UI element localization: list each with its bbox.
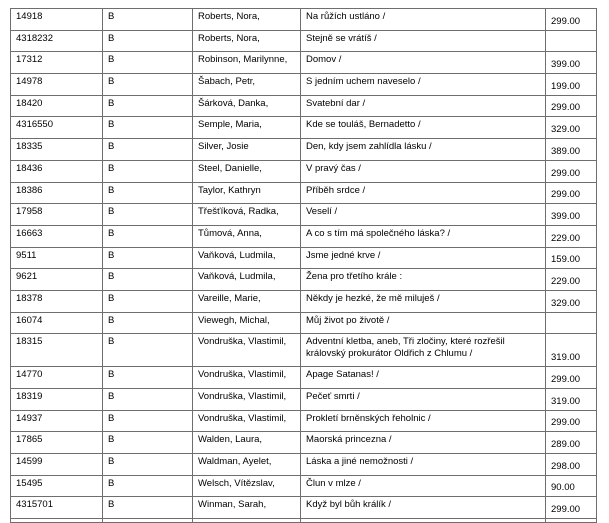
record-id-cell: 18319	[11, 389, 103, 411]
record-id-cell: 18335	[11, 139, 103, 161]
title-cell: Jsme jedné krve /	[301, 247, 546, 269]
author-cell: Třešťíková, Radka,	[193, 204, 301, 226]
table-row	[11, 367, 597, 389]
table-row	[11, 117, 597, 139]
price-cell: 399.00	[546, 204, 597, 226]
price-cell: 299.00	[546, 182, 597, 204]
record-id-cell: 4318232	[11, 30, 103, 52]
record-type-cell: B	[103, 139, 193, 161]
record-type-cell: B	[103, 95, 193, 117]
author-cell: Semple, Maria,	[193, 117, 301, 139]
table-row	[11, 519, 597, 523]
record-type-cell: B	[103, 52, 193, 74]
record-id-cell: 15495	[11, 475, 103, 497]
title-cell: Pečeť smrti /	[301, 389, 546, 411]
table-row	[11, 454, 597, 476]
record-type-cell: B	[103, 432, 193, 454]
record-type-cell: B	[103, 334, 193, 367]
title-cell: Veselí /	[301, 204, 546, 226]
price-cell: 289.00	[546, 432, 597, 454]
title-cell: Domov /	[301, 52, 546, 74]
record-id-cell: 4315701	[11, 497, 103, 519]
record-type-cell: B	[103, 367, 193, 389]
record-type-cell: B	[103, 475, 193, 497]
table-row	[11, 389, 597, 411]
record-type-cell: B	[103, 269, 193, 291]
title-cell: Svatební dar /	[301, 95, 546, 117]
price-cell: 329.00	[546, 117, 597, 139]
title-cell: Člun v mlze /	[301, 475, 546, 497]
record-type-cell: B	[103, 290, 193, 312]
record-type-cell: B	[103, 9, 193, 31]
author-cell: Steel, Danielle,	[193, 160, 301, 182]
table-row	[11, 410, 597, 432]
table-row	[11, 52, 597, 74]
author-cell: Roberts, Nora,	[193, 30, 301, 52]
price-cell: 229.00	[546, 225, 597, 247]
table-row	[11, 204, 597, 226]
title-cell: Můj život po životě /	[301, 312, 546, 334]
price-cell: 319.00	[546, 334, 597, 367]
record-type-cell: B	[103, 312, 193, 334]
table-row	[11, 30, 597, 52]
title-cell: Někdy je hezké, že mě miluješ /	[301, 290, 546, 312]
table-row	[11, 74, 597, 96]
table-row	[11, 182, 597, 204]
record-id-cell: 14770	[11, 367, 103, 389]
author-cell: Robinson, Marilynne,	[193, 52, 301, 74]
record-type-cell: B	[103, 497, 193, 519]
author-cell: Vondruška, Vlastimil,	[193, 367, 301, 389]
table-row	[11, 269, 597, 291]
record-id-cell: 18420	[11, 95, 103, 117]
record-id-cell: 18436	[11, 160, 103, 182]
price-cell: 298.00	[546, 454, 597, 476]
table-row	[11, 9, 597, 31]
record-id-cell: 17865	[11, 432, 103, 454]
author-cell	[193, 519, 301, 523]
table-row	[11, 290, 597, 312]
table-row	[11, 432, 597, 454]
author-cell: Tůmová, Anna,	[193, 225, 301, 247]
author-cell: Vondruška, Vlastimil,	[193, 410, 301, 432]
record-id-cell: 14599	[11, 454, 103, 476]
price-cell: 299.00	[546, 160, 597, 182]
record-id-cell: 18378	[11, 290, 103, 312]
table-row	[11, 160, 597, 182]
price-cell: 399.00	[546, 52, 597, 74]
table-row	[11, 225, 597, 247]
record-type-cell: B	[103, 117, 193, 139]
record-type-cell: B	[103, 454, 193, 476]
title-cell: Stejně se vrátíš /	[301, 30, 546, 52]
price-cell	[546, 312, 597, 334]
author-cell: Waldman, Ayelet,	[193, 454, 301, 476]
record-id-cell: 4316550	[11, 117, 103, 139]
author-cell: Šárková, Danka,	[193, 95, 301, 117]
author-cell: Vondruška, Vlastimil,	[193, 389, 301, 411]
author-cell: Taylor, Kathryn	[193, 182, 301, 204]
record-type-cell: B	[103, 182, 193, 204]
record-id-cell: 18315	[11, 334, 103, 367]
record-id-cell: 17958	[11, 204, 103, 226]
table-row	[11, 312, 597, 334]
price-cell: 299.00	[546, 9, 597, 31]
title-cell: Apage Satanas! /	[301, 367, 546, 389]
record-id-cell: 14937	[11, 410, 103, 432]
title-cell: V pravý čas /	[301, 160, 546, 182]
title-cell: Láska a jiné nemožnosti /	[301, 454, 546, 476]
price-cell: 299.00	[546, 497, 597, 519]
price-cell: 90.00	[546, 475, 597, 497]
author-cell: Vareille, Marie,	[193, 290, 301, 312]
author-cell: Silver, Josie	[193, 139, 301, 161]
table-row	[11, 334, 597, 367]
author-cell: Winman, Sarah,	[193, 497, 301, 519]
record-type-cell: B	[103, 74, 193, 96]
record-type-cell: B	[103, 30, 193, 52]
price-cell: 229.00	[546, 269, 597, 291]
price-cell: 319.00	[546, 389, 597, 411]
price-cell: 329.00	[546, 290, 597, 312]
catalog-table	[10, 8, 597, 523]
record-id-cell: 14978	[11, 74, 103, 96]
record-type-cell: B	[103, 204, 193, 226]
record-id-cell	[11, 519, 103, 523]
title-cell: Prokletí brněnských řeholnic /	[301, 410, 546, 432]
record-id-cell: 9621	[11, 269, 103, 291]
price-cell: 299.00	[546, 410, 597, 432]
author-cell: Roberts, Nora,	[193, 9, 301, 31]
price-cell: 389.00	[546, 139, 597, 161]
table-row	[11, 247, 597, 269]
record-type-cell: B	[103, 247, 193, 269]
price-cell	[546, 30, 597, 52]
record-id-cell: 14918	[11, 9, 103, 31]
record-id-cell: 16663	[11, 225, 103, 247]
author-cell: Vaňková, Ludmila,	[193, 269, 301, 291]
title-cell: Na růžích ustláno /	[301, 9, 546, 31]
price-cell	[546, 519, 597, 523]
price-cell: 199.00	[546, 74, 597, 96]
title-cell: Když byl bůh králík /	[301, 497, 546, 519]
record-id-cell: 9511	[11, 247, 103, 269]
title-cell: Příběh srdce /	[301, 182, 546, 204]
title-cell: A co s tím má společného láska? /	[301, 225, 546, 247]
record-type-cell: B	[103, 225, 193, 247]
record-type-cell: B	[103, 160, 193, 182]
title-cell	[301, 519, 546, 523]
record-id-cell: 18386	[11, 182, 103, 204]
record-type-cell	[103, 519, 193, 523]
author-cell: Vondruška, Vlastimil,	[193, 334, 301, 367]
author-cell: Welsch, Vítězslav,	[193, 475, 301, 497]
price-cell: 299.00	[546, 367, 597, 389]
price-cell: 159.00	[546, 247, 597, 269]
record-id-cell: 17312	[11, 52, 103, 74]
title-cell: S jedním uchem naveselo /	[301, 74, 546, 96]
author-cell: Šabach, Petr,	[193, 74, 301, 96]
record-id-cell: 16074	[11, 312, 103, 334]
title-cell: Kde se touláš, Bernadetto /	[301, 117, 546, 139]
author-cell: Walden, Laura,	[193, 432, 301, 454]
title-cell: Žena pro třetího krále :	[301, 269, 546, 291]
catalog-table-body	[11, 9, 597, 523]
title-cell: Maorská princezna /	[301, 432, 546, 454]
table-row	[11, 497, 597, 519]
table-row	[11, 139, 597, 161]
title-cell: Adventní kletba, aneb, Tři zločiny, které rozřešil královský prokurátor Oldřich z Chlumu /	[301, 334, 546, 367]
author-cell: Viewegh, Michal,	[193, 312, 301, 334]
table-row	[11, 475, 597, 497]
record-type-cell: B	[103, 410, 193, 432]
price-cell: 299.00	[546, 95, 597, 117]
title-cell: Den, kdy jsem zahlídla lásku /	[301, 139, 546, 161]
table-row	[11, 95, 597, 117]
author-cell: Vaňková, Ludmila,	[193, 247, 301, 269]
record-type-cell: B	[103, 389, 193, 411]
